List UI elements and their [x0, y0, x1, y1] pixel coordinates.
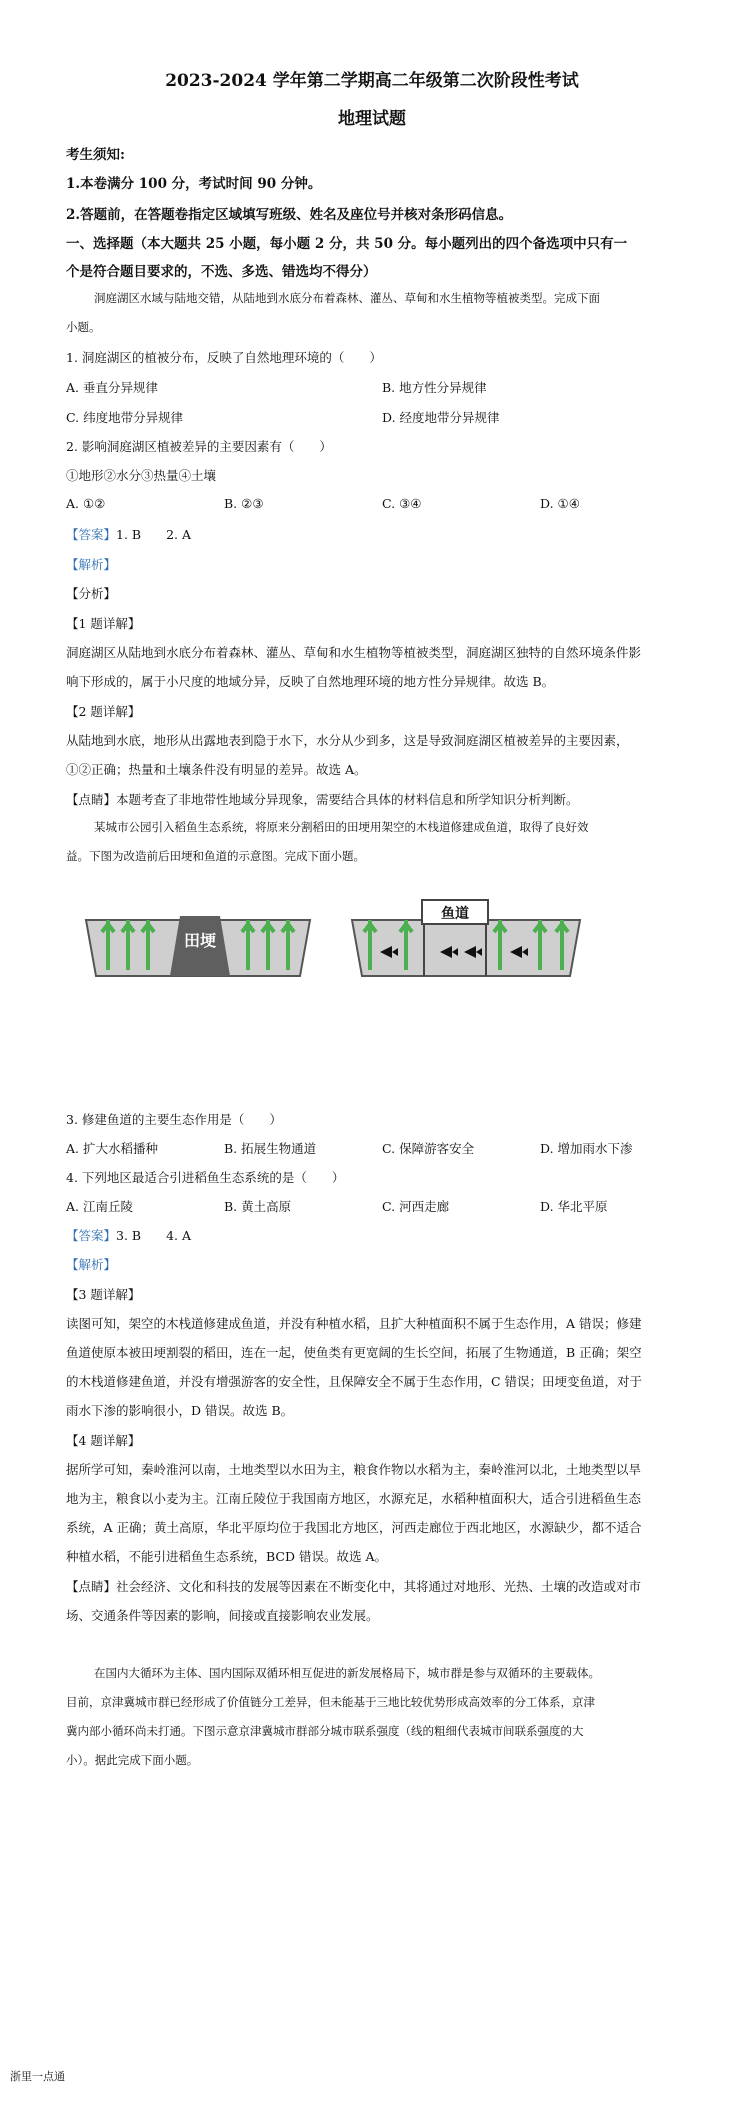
- detail-2-line-2: ①②正确；热量和土壤条件没有明显的差异。故选 A。: [66, 762, 367, 777]
- notice-heading: 考生须知:: [66, 147, 125, 163]
- question-1: 1. 洞庭湖区的植被分布，反映了自然地理环境的（ ）: [66, 350, 382, 365]
- footer-watermark: 浙里一点通: [10, 2070, 65, 2083]
- answer-line-1: [66, 525, 191, 543]
- detail-3-heading: 【3 题详解】: [66, 1287, 141, 1302]
- analysis-tag: 【解析】: [66, 557, 117, 572]
- dianjing-tag: 【点睛】: [66, 792, 117, 807]
- q4-option-a: A. 江南丘陵: [66, 1199, 133, 1214]
- exam-title: 2023-2024 学年第二学期高二年级第二次阶段性考试: [165, 71, 579, 91]
- fenxi-tag: 【分析】: [66, 586, 117, 601]
- answer-tag: 【答案】: [66, 527, 117, 542]
- q3-option-b: B. 拓展生物通道: [224, 1141, 317, 1156]
- answer-values-2: 3. B 4. A: [116, 1228, 192, 1243]
- q1-option-b: B. 地方性分异规律: [382, 380, 487, 395]
- dianjing-text: 本题考查了非地带性地域分异现象，需要结合具体的材料信息和所学知识分析判断。: [116, 792, 579, 807]
- detail-4-line-2: 地为主，粮食以小麦为主。江南丘陵位于我国南方地区，水源充足，水稻种植面积大，适合引进稻鱼生态: [66, 1491, 642, 1506]
- detail-3-line-2: 鱼道使原本被田埂割裂的稻田，连在一起，使鱼类有更宽阔的生长空间，拓展了生物通道，B 正确；架空: [66, 1345, 642, 1360]
- detail-2-heading: 【2 题详解】: [66, 704, 141, 719]
- material-1-line-2: 小题。: [66, 320, 101, 334]
- q4-option-c: C. 河西走廊: [382, 1199, 450, 1214]
- rice-fish-diagram: [80, 880, 600, 990]
- dianjing-2-text: 社会经济、文化和科技的发展等因素在不断变化中，其将通过对地形、光热、土壤的改造或对市: [116, 1579, 642, 1594]
- material-3-line-1: 在国内大循环为主体、国内国际双循环相互促进的新发展格局下，城市群是参与双循环的主要载体。: [94, 1666, 600, 1680]
- detail-3-line-4: 雨水下渗的影响很小，D 错误。故选 B。: [66, 1403, 294, 1418]
- q3-option-d: D. 增加雨水下渗: [540, 1141, 633, 1156]
- q2-option-d: D. ①④: [540, 496, 580, 511]
- detail-2-line-1: 从陆地到水底，地形从出露地表到隐于水下，水分从少到多，这是导致洞庭湖区植被差异的主要因素，: [66, 733, 629, 748]
- notice-item-1: 1.本卷满分 100 分，考试时间 90 分钟。: [66, 176, 322, 192]
- dianjing-2-line-1: [66, 1577, 641, 1595]
- detail-1-line-2: 响下形成的，属于小尺度的地域分异，反映了自然地理环境的地方性分异规律。故选 B。: [66, 674, 555, 689]
- detail-1-line-1: 洞庭湖区从陆地到水底分布着森林、灌丛、草甸和水生植物等植被类型，洞庭湖区独特的自然环境条件影: [66, 645, 642, 660]
- detail-3-line-1: 读图可知，架空的木栈道修建成鱼道，并没有种植水稻，且扩大种植面积不属于生态作用，A 错误；修建: [66, 1316, 642, 1331]
- exam-subtitle: 地理试题: [338, 109, 406, 129]
- dianjing-1: [66, 790, 579, 808]
- detail-4-heading: 【4 题详解】: [66, 1433, 141, 1448]
- q2-option-c: C. ③④: [382, 496, 422, 511]
- question-4: 4. 下列地区最适合引进稻鱼生态系统的是（ ）: [66, 1170, 345, 1185]
- material-2-line-1: 某城市公园引入稻鱼生态系统，将原来分割稻田的田埂用架空的木栈道修建成鱼道，取得了良好效: [94, 820, 589, 834]
- q2-option-b: B. ②③: [224, 496, 264, 511]
- question-2: 2. 影响洞庭湖区植被差异的主要因素有（ ）: [66, 439, 332, 454]
- q1-option-a: A. 垂直分异规律: [66, 380, 158, 395]
- answer-tag-2: 【答案】: [66, 1228, 117, 1243]
- detail-1-heading: 【1 题详解】: [66, 616, 141, 631]
- q1-option-c: C. 纬度地带分异规律: [66, 410, 184, 425]
- section-heading-line-2: 个是符合题目要求的，不选、多选、错选均不得分）: [66, 264, 377, 280]
- material-2-line-2: 益。下图为改造前后田埂和鱼道的示意图。完成下面小题。: [66, 849, 365, 863]
- material-3-line-2: 目前，京津冀城市群已经形成了价值链分工差异，但未能基于三地比较优势形成高效率的分工体系，京津: [66, 1695, 595, 1709]
- notice-item-2: 2.答题前，在答题卷指定区域填写班级、姓名及座位号并核对条形码信息。: [66, 207, 513, 223]
- field-ridge-label: 田埂: [183, 931, 217, 950]
- q1-option-d: D. 经度地带分异规律: [382, 410, 500, 425]
- q3-option-c: C. 保障游客安全: [382, 1141, 475, 1156]
- material-3-line-4: 小）。据此完成下面小题。: [66, 1753, 199, 1767]
- q2-items: ①地形②水分③热量④土壤: [66, 468, 217, 483]
- q4-option-b: B. 黄土高原: [224, 1199, 292, 1214]
- detail-3-line-3: 的木栈道修建鱼道，并没有增强游客的安全性，且保障安全不属于生态作用，C 错误；田埂变鱼道，对于: [66, 1374, 643, 1389]
- q3-option-a: A. 扩大水稻播种: [66, 1141, 158, 1156]
- dianjing-2-line-2: 场、交通条件等因素的影响，间接或直接影响农业发展。: [66, 1608, 379, 1623]
- answer-values: 1. B 2. A: [116, 527, 192, 542]
- question-3: 3. 修建鱼道的主要生态作用是（ ）: [66, 1112, 282, 1127]
- q2-option-a: A. ①②: [66, 496, 106, 511]
- analysis-tag-2: 【解析】: [66, 1257, 117, 1272]
- dianjing-2-tag: 【点睛】: [66, 1579, 117, 1594]
- detail-4-line-3: 系统，A 正确；黄土高原，华北平原均位于我国北方地区，河西走廊位于西北地区，水源缺少，都不适合: [66, 1520, 642, 1535]
- detail-4-line-1: 据所学可知，秦岭淮河以南，土地类型以水田为主，粮食作物以水稻为主，秦岭淮河以北，土地类型以旱: [66, 1462, 642, 1477]
- detail-4-line-4: 种植水稻，不能引进稻鱼生态系统，BCD 错误。故选 A。: [66, 1549, 387, 1564]
- answer-line-2: [66, 1226, 191, 1244]
- material-1-line-1: 洞庭湖区水域与陆地交错，从陆地到水底分布着森林、灌丛、草甸和水生植物等植被类型。完成下面: [94, 291, 600, 305]
- material-3-line-3: 冀内部小循环尚未打通。下图示意京津冀城市群部分城市联系强度（线的粗细代表城市间联系强度的大: [66, 1724, 584, 1738]
- section-heading-line-1: 一、选择题（本大题共 25 小题，每小题 2 分，共 50 分。每小题列出的四个备选项中只有一: [66, 236, 628, 252]
- q4-option-d: D. 华北平原: [540, 1199, 608, 1214]
- fish-path-label: 鱼道: [441, 906, 469, 922]
